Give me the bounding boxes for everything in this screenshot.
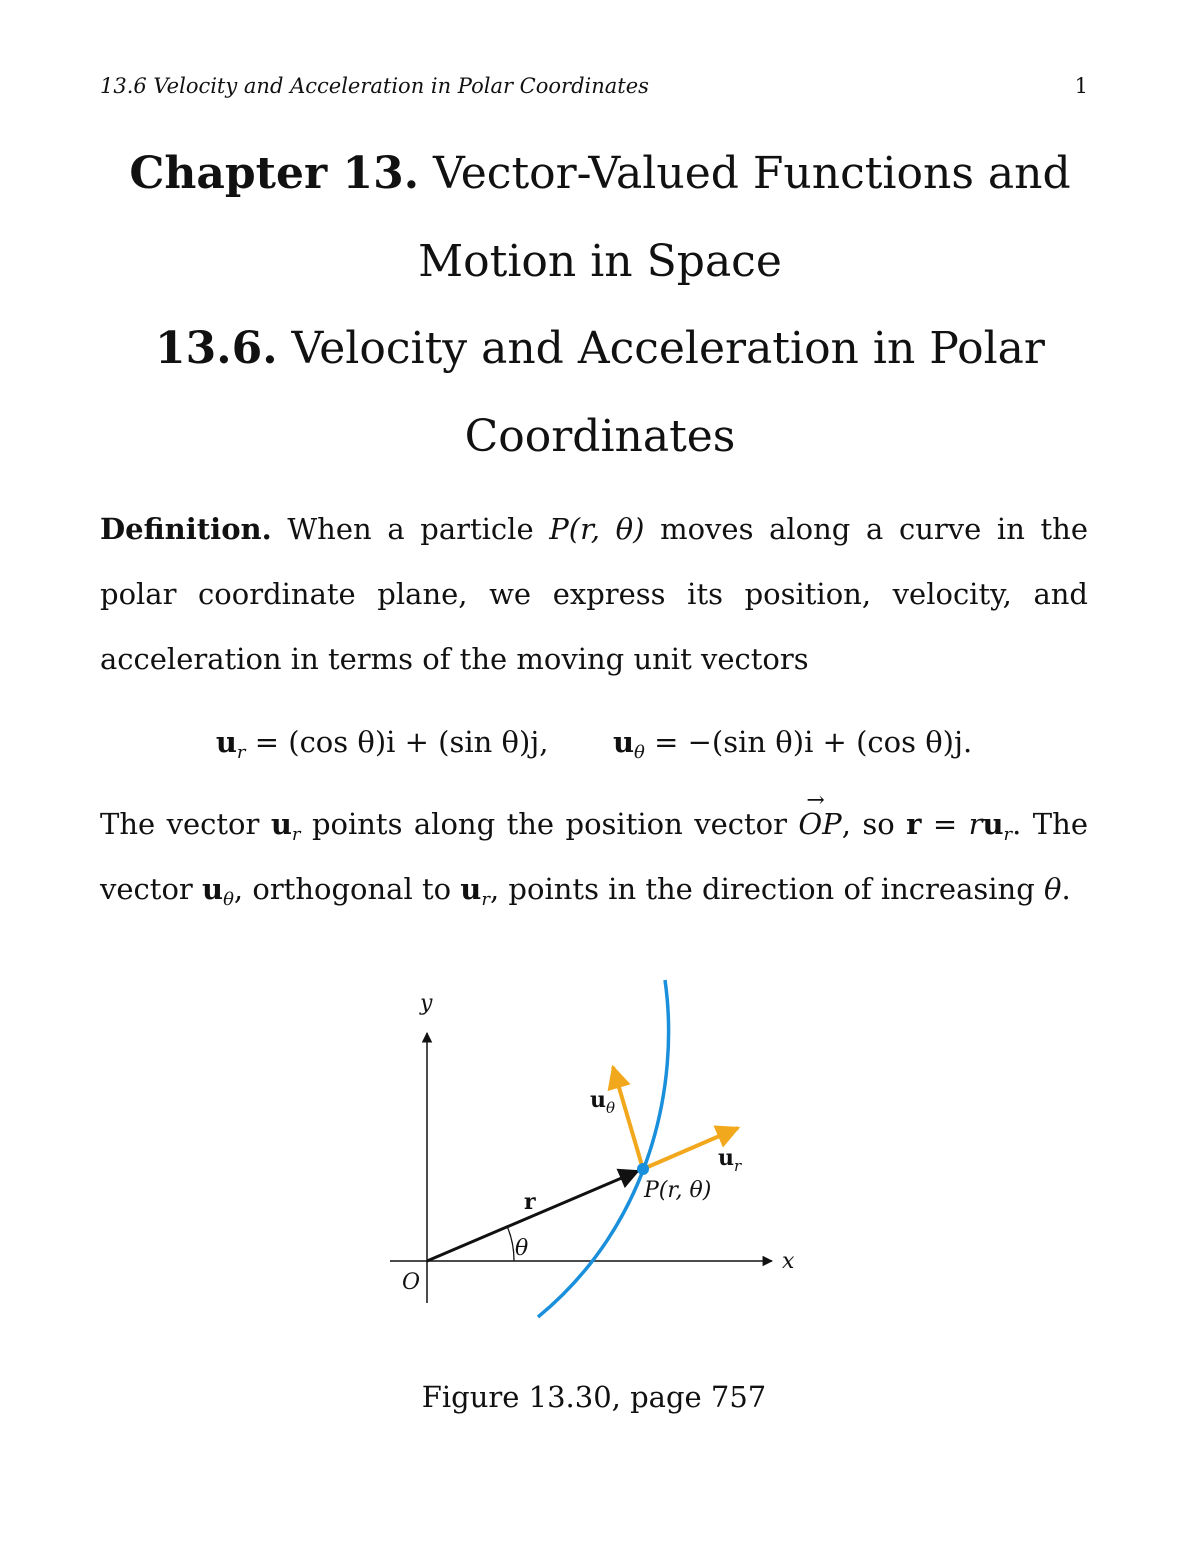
explanation-text: points along the position vector — [300, 807, 799, 841]
section-title-line2: Coordinates — [464, 411, 736, 462]
utheta-subscript: θ — [634, 742, 645, 763]
explanation-text: , so — [841, 807, 907, 841]
utheta-inline-sub: θ — [223, 889, 234, 910]
origin-label: O — [402, 1270, 421, 1295]
section-title-line1: Velocity and Acceleration in Polar — [291, 323, 1045, 374]
explanation-text: . — [1061, 872, 1071, 906]
page-number: 1 — [1074, 74, 1088, 98]
r-label: r — [524, 1189, 536, 1215]
utheta-vector — [613, 1067, 643, 1169]
chapter-title-line1: Vector-Valued Functions and — [433, 148, 1071, 199]
chapter-title — [60, 130, 1140, 306]
explanation-text: , points in the direction of increasing — [490, 872, 1044, 906]
explanation-text: The vector — [100, 807, 271, 841]
theta-arc — [507, 1226, 514, 1261]
polar-figure — [380, 975, 800, 1335]
position-vector-r — [427, 1171, 638, 1261]
point-p-dot — [637, 1163, 649, 1175]
utheta-symbol: u — [612, 725, 635, 759]
op-vector: → OP — [798, 792, 841, 857]
r-vector: r — [906, 807, 922, 841]
definition-text-2: moves along a curve in the polar coordinate plane, we express its position, velocity, and acceleration in terms of the moving unit vectors — [100, 512, 1089, 676]
utheta-definition: = −(sin θ)i + (cos θ)j. — [644, 725, 973, 759]
point-label: P(r, θ) — [644, 1178, 712, 1203]
explanation-text: , orthogonal to — [233, 872, 461, 906]
definition-text-1: When a particle — [271, 512, 550, 546]
y-axis-label: y — [420, 991, 433, 1016]
motion-curve — [538, 980, 669, 1317]
section-title — [60, 305, 1140, 481]
theta-label: θ — [515, 1236, 529, 1261]
section-number: 13.6. — [155, 323, 278, 374]
running-title: 13.6 Velocity and Acceleration in Polar Coordinates — [100, 74, 649, 98]
unit-vector-equations — [100, 712, 1088, 772]
definition-label: Definition. — [100, 512, 272, 546]
ur-subscript: r — [236, 742, 246, 763]
ur-inline-sub: r — [291, 824, 301, 845]
x-axis-label: x — [782, 1249, 795, 1274]
r-scalar: r — [968, 807, 983, 841]
polar-figure-svg — [380, 975, 800, 1335]
ur-inline: u — [270, 807, 292, 841]
chapter-label: Chapter 13. — [129, 148, 420, 199]
ur-symbol: u — [215, 725, 237, 759]
ur-inline-sub: r — [481, 889, 490, 910]
theta-symbol: θ — [1043, 872, 1062, 906]
point-p: P(r, θ) — [549, 512, 645, 546]
explanation-paragraph — [100, 792, 1088, 922]
ur-inline-sub: r — [1003, 824, 1013, 845]
chapter-title-line2: Motion in Space — [418, 236, 782, 287]
definition-paragraph — [100, 497, 1088, 692]
ur-definition: = (cos θ)i + (sin θ)j, — [245, 725, 549, 759]
ur-inline: u — [460, 872, 482, 906]
utheta-inline: u — [201, 872, 224, 906]
utheta-label: $u_\theta$ — [590, 1087, 616, 1117]
explanation-text: = — [921, 807, 969, 841]
explanation-text: . The vector — [100, 807, 1088, 906]
ur-inline: u — [982, 807, 1004, 841]
running-header — [100, 74, 1088, 104]
ur-label: $u_r$ — [718, 1145, 742, 1175]
figure-caption: Figure 13.30, page 757 — [421, 1380, 767, 1414]
